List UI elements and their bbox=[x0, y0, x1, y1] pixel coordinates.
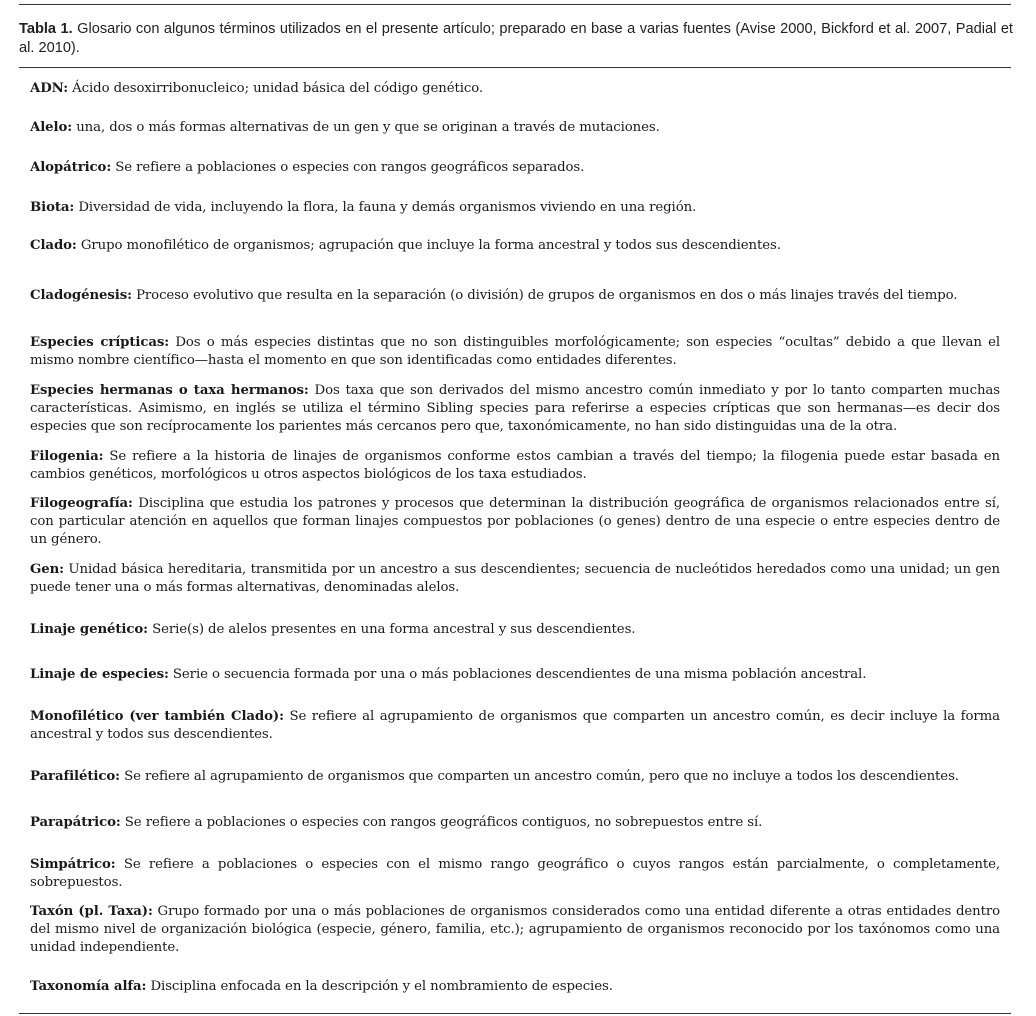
glossary-definition: Se refiere a poblaciones o especies con rangos geográficos separados. bbox=[111, 160, 585, 175]
glossary-entry-parafiletico bbox=[30, 768, 1000, 786]
glossary-definition: Se refiere a poblaciones o especies con el mismo rango geográfico o cuyos rangos están parcialmente, o completamente, sobrepuestos. bbox=[30, 857, 1000, 890]
glossary-definition: Ácido desoxirribonucleico; unidad básica del código genético. bbox=[68, 81, 484, 96]
glossary-definition: Serie o secuencia formada por una o más poblaciones descendientes de una misma población ancestral. bbox=[168, 667, 867, 682]
glossary-term: Clado: bbox=[30, 238, 77, 253]
glossary-term: Especies hermanas o taxa hermanos: bbox=[30, 383, 309, 398]
glossary-term: Taxón (pl. Taxa): bbox=[30, 904, 153, 919]
glossary-term: Linaje de especies: bbox=[30, 667, 169, 682]
glossary-definition: Diversidad de vida, incluyendo la flora, la fauna y demás organismos viviendo en una región. bbox=[74, 200, 697, 215]
glossary-entry-clado bbox=[30, 237, 1000, 255]
glossary-term: Alopátrico: bbox=[30, 160, 112, 175]
caption-text: Glosario con algunos términos utilizados en el presente artículo; preparado en base a varias fuentes (Avise 2000, Bickford et al. 2007, Padial et al. 2010). bbox=[19, 21, 1013, 56]
glossary-definition: Disciplina que estudia los patrones y procesos que determinan la distribución geográfica de organismos relacionados entre sí, con particular atención en aquellos que forman linajes compuestos por poblaciones (o genes) dentro de una especie o entre especies dentro de un género. bbox=[30, 496, 1000, 547]
glossary-definition: Se refiere al agrupamiento de organismos que comparten un ancestro común, es decir incluye la forma ancestral y todos sus descendientes. bbox=[30, 709, 1000, 742]
glossary-entry-taxonomia-alfa bbox=[30, 978, 1000, 996]
glossary-definition: Proceso evolutivo que resulta en la separación (o división) de grupos de organismos en dos o más linajes través del tiempo. bbox=[131, 288, 958, 303]
glossary-definition: una, dos o más formas alternativas de un gen y que se originan a través de mutaciones. bbox=[72, 120, 660, 135]
glossary-entry-gen bbox=[30, 561, 1000, 597]
header-rule bbox=[19, 67, 1011, 68]
glossary-entry-alopatrico bbox=[30, 159, 1000, 177]
glossary-definition: Grupo formado por una o más poblaciones de organismos considerados como una entidad diferente a otras entidades dentro del mismo nivel de organización biológica (especie, género, familia, etc.); agrupamiento de organismos reconocido por los taxónomos como una unidad independiente. bbox=[30, 904, 1001, 955]
glossary-entry-biota bbox=[30, 199, 1000, 217]
caption-label: Tabla 1. bbox=[19, 21, 73, 37]
glossary-term: Especies crípticas: bbox=[30, 335, 170, 350]
glossary-definition: Se refiere a poblaciones o especies con rangos geográficos contiguos, no sobrepuestos entre sí. bbox=[120, 815, 763, 830]
glossary-term: Taxonomía alfa: bbox=[30, 979, 147, 994]
glossary-entry-adn bbox=[30, 80, 1000, 98]
glossary-term: Cladogénesis: bbox=[30, 288, 132, 303]
glossary-entry-monofiletico bbox=[30, 708, 1000, 744]
glossary-entry-especies-cripticas bbox=[30, 334, 1000, 370]
glossary-term: Parafilético: bbox=[30, 769, 120, 784]
top-rule bbox=[19, 4, 1011, 5]
glossary-definition: Dos taxa que son derivados del mismo ancestro común inmediato y por lo tanto comparten muchas características. Asimismo, en inglés se utiliza el término Sibling species para referirse a especies crípticas que son hermanas—es decir dos especies que son recíprocamente los parientes más cercanos pero que, taxonómicamente, no han sido distinguidas una de la otra. bbox=[30, 383, 1000, 434]
glossary-definition: Dos o más especies distintas que no son distinguibles morfológicamente; son especies “ocultas” debido a que llevan el mismo nombre científico—hasta el momento en que son identificadas como entidades diferentes. bbox=[30, 335, 1000, 368]
glossary-term: Linaje genético: bbox=[30, 622, 148, 637]
glossary-entry-filogenia bbox=[30, 448, 1000, 484]
glossary-term: Gen: bbox=[30, 562, 64, 577]
glossary-term: Simpátrico: bbox=[30, 857, 116, 872]
glossary-entry-filogeografia bbox=[30, 495, 1000, 549]
glossary-definition: Disciplina enfocada en la descripción y el nombramiento de especies. bbox=[146, 979, 613, 994]
glossary-entry-cladogenesis bbox=[30, 287, 1000, 305]
glossary-definition: Serie(s) de alelos presentes en una forma ancestral y sus descendientes. bbox=[147, 622, 636, 637]
glossary-term: Parapátrico: bbox=[30, 815, 121, 830]
glossary-definition: Unidad básica hereditaria, transmitida por un ancestro a sus descendientes; secuencia de nucleótidos heredados como una unidad; un gen puede tener una o más formas alternativas, denominadas alelos. bbox=[30, 562, 1000, 595]
glossary-term: ADN: bbox=[30, 81, 69, 96]
glossary-term: Filogenia: bbox=[30, 449, 104, 464]
table-caption bbox=[19, 20, 1013, 58]
glossary-term: Filogeografía: bbox=[30, 496, 133, 511]
glossary-definition: Se refiere al agrupamiento de organismos que comparten un ancestro común, pero que no incluye a todos los descendientes. bbox=[119, 769, 959, 784]
glossary-entry-linaje-genetico bbox=[30, 621, 1000, 639]
glossary-term: Biota: bbox=[30, 200, 75, 215]
glossary-entry-simpatrico bbox=[30, 856, 1000, 892]
glossary-entry-especies-hermanas bbox=[30, 382, 1000, 436]
glossary-entry-alelo bbox=[30, 119, 1000, 137]
glossary-entry-linaje-especies bbox=[30, 666, 1000, 684]
glossary-term: Monofilético (ver también Clado): bbox=[30, 709, 284, 724]
glossary-definition: Se refiere a la historia de linajes de organismos conforme estos cambian a través del tiempo; la filogenia puede estar basada en cambios genéticos, morfológicos u otros aspectos biológicos de los taxa estudiados. bbox=[30, 449, 1000, 482]
glossary-definition: Grupo monofilético de organismos; agrupación que incluye la forma ancestral y todos sus descendientes. bbox=[76, 238, 781, 253]
bottom-rule bbox=[19, 1013, 1011, 1014]
glossary-term: Alelo: bbox=[30, 120, 73, 135]
glossary-entry-taxon bbox=[30, 903, 1000, 957]
glossary-entry-parapatrico bbox=[30, 814, 1000, 832]
